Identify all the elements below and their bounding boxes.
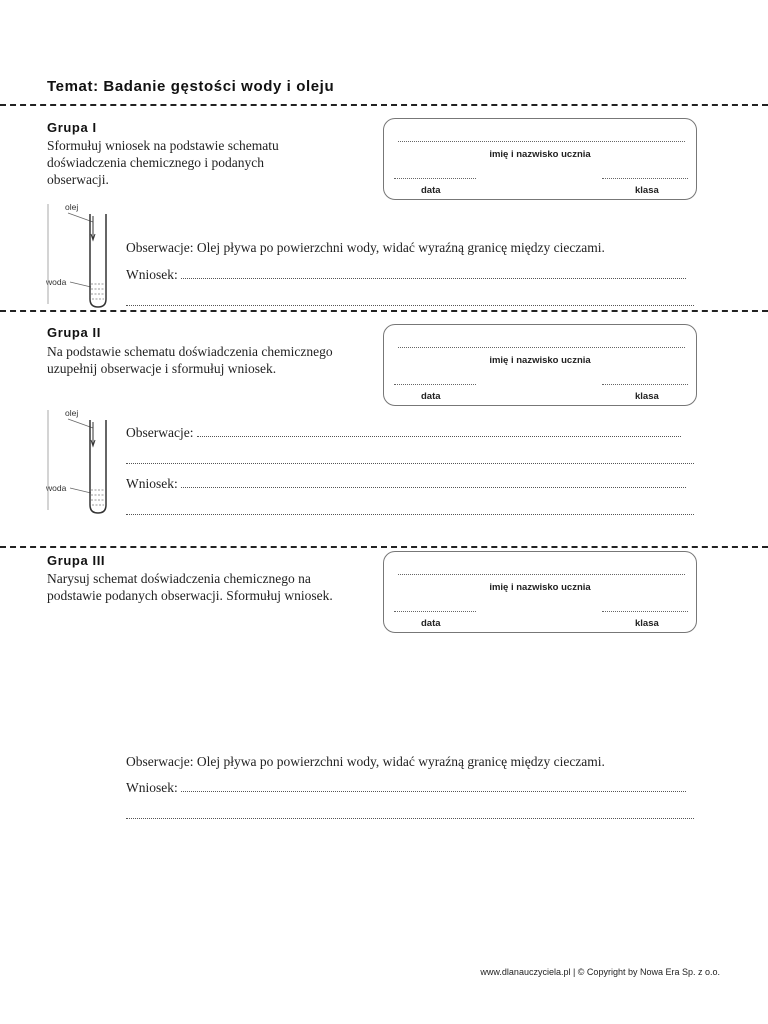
observation-label: Obserwacje:	[126, 425, 194, 440]
observation-text: Olej pływa po powierzchni wody, widać wyraźną granicę między cieczami.	[196, 240, 605, 255]
date-label: data	[421, 618, 441, 629]
name-line[interactable]	[398, 574, 685, 575]
group-1-title: Grupa I	[47, 120, 97, 135]
student-card-1	[383, 118, 697, 200]
oil-label: olej	[65, 202, 79, 212]
date-line[interactable]	[394, 178, 476, 179]
conclusion-answer-line-2[interactable]	[126, 504, 694, 515]
group-2-conclusion	[126, 476, 686, 492]
class-label: klasa	[635, 391, 659, 402]
class-line[interactable]	[602, 611, 688, 612]
water-label: woda	[46, 483, 67, 493]
group-3-title: Grupa III	[47, 553, 106, 568]
class-label: klasa	[635, 185, 659, 196]
section-divider	[0, 310, 768, 312]
section-divider	[0, 546, 768, 548]
group-1-instruction: Sformułuj wniosek na podstawie schematu doświadczenia chemicznego i podanych obserwacji.	[47, 138, 279, 187]
student-card-3	[383, 551, 697, 633]
class-line[interactable]	[602, 384, 688, 385]
group-2-instruction: Na podstawie schematu doświadczenia chemicznego uzupełnij obserwacje i sformułuj wniosek.	[47, 344, 333, 376]
name-label: imię i nazwisko ucznia	[489, 355, 591, 366]
section-divider	[0, 104, 768, 106]
observation-label: Obserwacje:	[126, 754, 194, 769]
conclusion-label: Wniosek:	[126, 267, 178, 282]
group-1-observation	[126, 240, 605, 256]
conclusion-answer-line-2[interactable]	[126, 808, 694, 819]
conclusion-answer-line[interactable]	[181, 268, 686, 279]
group-1-conclusion	[126, 267, 686, 283]
name-label: imię i nazwisko ucznia	[489, 149, 591, 160]
student-card-2	[383, 324, 697, 406]
group-2-title: Grupa II	[47, 325, 101, 340]
test-tube-diagram-1	[40, 196, 120, 310]
oil-label: olej	[65, 408, 79, 418]
conclusion-answer-line-2[interactable]	[126, 295, 694, 306]
class-label: klasa	[635, 618, 659, 629]
test-tube-diagram-2	[40, 402, 120, 516]
date-line[interactable]	[394, 384, 476, 385]
observation-label: Obserwacje:	[126, 240, 194, 255]
copyright-footer: www.dlanauczyciela.pl | © Copyright by Nowa Era Sp. z o.o.	[480, 967, 720, 977]
observation-text: Olej pływa po powierzchni wody, widać wyraźną granicę między cieczami.	[196, 754, 605, 769]
observation-answer-line-2[interactable]	[126, 453, 694, 464]
observation-answer-line[interactable]	[197, 426, 681, 437]
conclusion-label: Wniosek:	[126, 780, 178, 795]
class-line[interactable]	[602, 178, 688, 179]
conclusion-label: Wniosek:	[126, 476, 178, 491]
group-2-observation	[126, 425, 681, 441]
conclusion-answer-line[interactable]	[181, 781, 686, 792]
name-label: imię i nazwisko ucznia	[489, 582, 591, 593]
name-line[interactable]	[398, 141, 685, 142]
group-3-observation	[126, 754, 605, 770]
date-label: data	[421, 391, 441, 402]
date-label: data	[421, 185, 441, 196]
water-label: woda	[46, 277, 67, 287]
date-line[interactable]	[394, 611, 476, 612]
group-3-conclusion	[126, 780, 686, 796]
conclusion-answer-line[interactable]	[181, 477, 686, 488]
name-line[interactable]	[398, 347, 685, 348]
page-title: Temat: Badanie gęstości wody i oleju	[47, 78, 335, 95]
group-3-instruction: Narysuj schemat doświadczenia chemicznego na podstawie podanych obserwacji. Sformułuj wniosek.	[47, 571, 333, 603]
